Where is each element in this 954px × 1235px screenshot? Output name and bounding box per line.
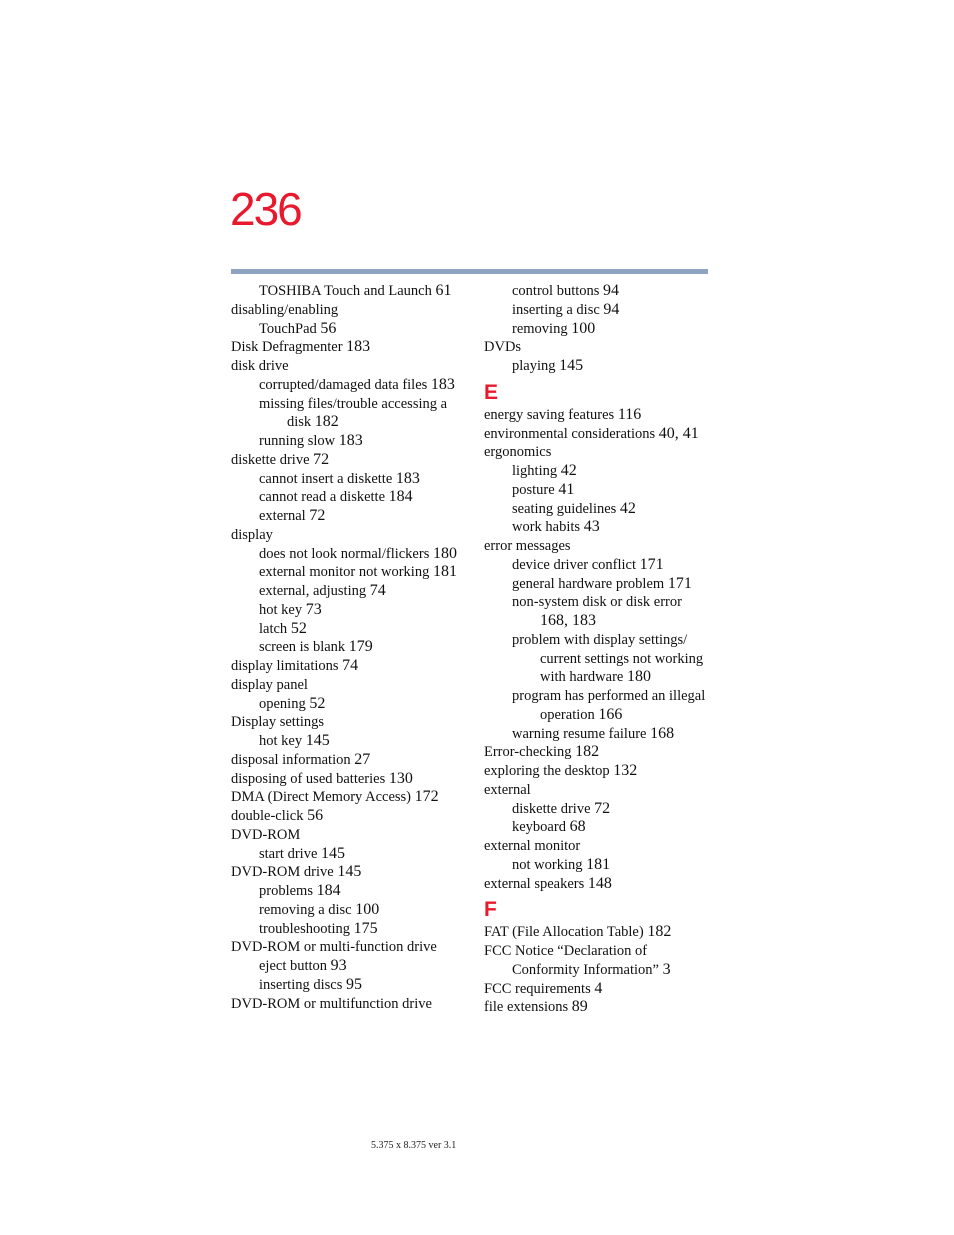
- index-entry-pages: 73: [305, 600, 322, 618]
- index-entry-text: troubleshooting: [259, 920, 354, 937]
- index-entry-pages: 182: [647, 923, 672, 941]
- index-entry-text: diskette drive: [231, 451, 314, 468]
- index-entry: [231, 845, 466, 864]
- index-entry: [484, 301, 719, 320]
- index-entry-text: removing a disc: [259, 901, 356, 918]
- index-entry: [231, 282, 466, 301]
- index-entry: [231, 545, 466, 564]
- index-entry: [484, 462, 719, 481]
- index-entry-pages: 130: [388, 769, 413, 787]
- index-entry-pages: 116: [617, 405, 642, 423]
- index-entry: [231, 695, 466, 714]
- index-entry-text: keyboard: [512, 819, 570, 836]
- index-entry: [231, 657, 466, 676]
- index-entry-text: external speakers: [484, 875, 588, 892]
- index-entry: [231, 807, 466, 826]
- index-entry-text: display panel: [231, 676, 308, 693]
- index-entry-pages: 42: [619, 499, 636, 517]
- index-entry: [484, 818, 719, 837]
- index-entry-pages: 175: [353, 919, 378, 937]
- footer-note: 5.375 x 8.375 ver 3.1: [371, 1140, 457, 1151]
- index-entry-pages: 168, 183: [540, 612, 596, 629]
- index-entry-text: DVD-ROM: [231, 826, 301, 843]
- index-entry-pages: 145: [559, 357, 584, 374]
- index-entry-text: hot key: [259, 601, 306, 618]
- index-entry-text: Conformity Information”: [512, 961, 663, 978]
- index-entry: [231, 938, 466, 957]
- index-entry-text: external monitor not working: [259, 564, 433, 581]
- index-entry-text: exploring the desktop: [484, 763, 614, 779]
- index-entry: [484, 942, 719, 961]
- index-entry-text: does not look normal/flickers: [259, 545, 433, 562]
- index-entry-text: display: [231, 526, 273, 543]
- index-entry-text: problem with display settings/: [512, 631, 688, 648]
- index-entry-text: posture: [512, 481, 559, 498]
- index-entry-pages: 182: [575, 743, 600, 761]
- index-entry: [484, 800, 719, 819]
- index-entry-text: eject button: [259, 958, 331, 974]
- index-entry-pages: 52: [290, 619, 307, 637]
- index-entry-pages: 145: [337, 863, 362, 881]
- index-entry-text: DVD-ROM or multi-function drive: [231, 939, 437, 956]
- index-entry-text: Display settings: [231, 714, 325, 731]
- index-entry: [231, 788, 466, 807]
- index-column-right: [484, 282, 719, 1017]
- index-entry: [231, 882, 466, 901]
- index-entry: [484, 481, 719, 500]
- index-entry: [231, 301, 466, 320]
- index-entry: [484, 837, 719, 856]
- index-entry-text: DMA (Direct Memory Access): [231, 789, 415, 806]
- index-entry: [231, 620, 466, 639]
- index-entry-text: program has performed an illegal: [512, 688, 706, 704]
- index-entry-pages: 179: [348, 638, 373, 656]
- index-entry-pages: 148: [587, 874, 612, 892]
- index-entry-text: error messages: [484, 538, 571, 554]
- index-entry-pages: 166: [598, 705, 623, 723]
- index-entry-text: disposal information: [231, 751, 355, 768]
- index-entry: [231, 920, 466, 939]
- index-entry-pages: 72: [594, 799, 611, 817]
- index-entry-pages: 52: [309, 694, 326, 712]
- index-entry-text: warning resume failure: [512, 725, 651, 742]
- index-entry-text: device driver conflict: [512, 556, 640, 573]
- index-entry-pages: 89: [571, 998, 588, 1016]
- index-entry: [231, 732, 466, 751]
- index-entry-pages: 41: [558, 480, 575, 498]
- index-entry: [484, 706, 719, 725]
- index-entry: [231, 901, 466, 920]
- index-entry-text: work habits: [512, 519, 584, 536]
- index-entry: [231, 713, 466, 732]
- index-entry-text: display limitations: [231, 658, 343, 674]
- index-entry: [484, 980, 719, 999]
- index-entry: [484, 357, 719, 376]
- index-entry-text: with hardware: [540, 669, 627, 686]
- index-entry: [484, 575, 719, 594]
- index-entry: [484, 282, 719, 301]
- index-entry-pages: 72: [313, 450, 330, 468]
- index-entry-pages: 56: [307, 807, 324, 824]
- index-entry-text: cannot insert a diskette: [259, 470, 396, 487]
- index-entry: [484, 875, 719, 894]
- index-entry: [484, 650, 719, 669]
- index-entry-text: inserting discs: [259, 976, 346, 993]
- index-entry-text: non-system disk or disk error: [512, 594, 682, 611]
- index-entry-pages: 61: [435, 282, 452, 299]
- index-entry-text: current settings not working: [540, 650, 704, 667]
- index-entry: [231, 676, 466, 695]
- index-column-left: [231, 282, 466, 1013]
- index-entry-pages: 171: [667, 574, 692, 592]
- index-entry-pages: 3: [662, 960, 671, 978]
- index-entry-pages: 94: [603, 282, 620, 299]
- index-entry: [231, 357, 466, 376]
- index-entry-pages: 43: [583, 518, 600, 536]
- index-entry-pages: 145: [321, 844, 346, 862]
- index-entry-pages: 171: [639, 555, 664, 573]
- index-entry-text: external monitor: [484, 838, 581, 854]
- index-entry-pages: 93: [330, 957, 347, 974]
- index-entry-text: ergonomics: [484, 444, 552, 461]
- index-entry: [484, 923, 719, 942]
- index-entry-text: environmental considerations: [484, 425, 659, 442]
- page-number: 236: [230, 183, 301, 235]
- index-entry-text: Error-checking: [484, 744, 576, 761]
- index-entry-text: external: [484, 781, 531, 798]
- index-entry: [484, 668, 719, 687]
- index-entry-text: disk drive: [231, 358, 289, 374]
- index-entry: [231, 395, 466, 414]
- index-entry-text: double-click: [231, 808, 308, 824]
- index-entry-text: external, adjusting: [259, 583, 370, 599]
- index-entry: [231, 582, 466, 601]
- index-entry-pages: 74: [369, 582, 386, 599]
- index-entry: [231, 751, 466, 770]
- index-entry: [231, 470, 466, 489]
- index-entry-text: screen is blank: [259, 639, 349, 656]
- index-entry-text: not working: [512, 856, 587, 873]
- index-entry-pages: 183: [430, 375, 455, 393]
- index-entry-text: start drive: [259, 845, 322, 862]
- index-entry-text: TouchPad: [259, 320, 321, 337]
- index-entry-text: removing: [512, 320, 572, 337]
- index-entry-text: FCC Notice “Declaration of: [484, 943, 648, 959]
- index-entry-text: playing: [512, 358, 560, 374]
- index-entry: [484, 856, 719, 875]
- index-entry-pages: 180: [626, 668, 651, 686]
- index-entry-text: DVDs: [484, 339, 522, 356]
- index-entry-pages: 100: [355, 900, 380, 918]
- index-entry-text: running slow: [259, 433, 339, 449]
- index-entry-text: problems: [259, 883, 317, 899]
- index-entry: [231, 526, 466, 545]
- index-entry: [484, 338, 719, 357]
- index-entry: [231, 376, 466, 395]
- index-entry-pages: 42: [560, 462, 577, 479]
- index-section-heading: F: [484, 898, 497, 922]
- index-entry: [484, 443, 719, 462]
- index-entry-pages: 168: [650, 724, 675, 742]
- index-entry: [231, 507, 466, 526]
- index-entry: [484, 998, 719, 1017]
- index-entry-text: FCC requirements: [484, 980, 595, 997]
- index-entry-text: opening: [259, 695, 310, 712]
- index-entry: [231, 863, 466, 882]
- index-entry: [231, 957, 466, 976]
- index-entry-text: disabling/enabling: [231, 301, 339, 318]
- index-entry-text: seating guidelines: [512, 500, 620, 517]
- index-entry: [484, 762, 719, 781]
- index-entry-text: cannot read a diskette: [259, 489, 389, 506]
- index-entry: [484, 612, 719, 631]
- header-rule: [231, 269, 708, 274]
- index-entry-pages: 94: [603, 300, 620, 318]
- index-entry: [231, 451, 466, 470]
- index-entry: [231, 826, 466, 845]
- index-entry-pages: 145: [305, 732, 330, 749]
- index-entry: [231, 338, 466, 357]
- index-entry-pages: 68: [569, 818, 586, 836]
- index-entry-pages: 181: [586, 855, 611, 873]
- index-entry-text: energy saving features: [484, 406, 618, 423]
- index-entry: [484, 500, 719, 519]
- index-entry: [484, 556, 719, 575]
- index-entry: [484, 961, 719, 980]
- index-entry-text: control buttons: [512, 283, 604, 299]
- index-entry: [484, 687, 719, 706]
- index-entry-text: Disk Defragmenter: [231, 339, 347, 356]
- index-entry-text: FAT (File Allocation Table): [484, 924, 648, 941]
- index-entry-pages: 172: [414, 788, 439, 806]
- index-entry: [231, 976, 466, 995]
- index-entry-pages: 72: [309, 507, 326, 524]
- index-entry-pages: 4: [594, 979, 603, 997]
- index-entry-text: inserting a disc: [512, 301, 604, 318]
- index-entry: [231, 488, 466, 507]
- index-entry-text: corrupted/damaged data files: [259, 376, 431, 393]
- index-entry-text: latch: [259, 620, 291, 637]
- index-entry-text: general hardware problem: [512, 575, 668, 592]
- index-entry-pages: 180: [432, 544, 457, 562]
- index-entry: [231, 770, 466, 789]
- index-entry: [484, 518, 719, 537]
- index-entry-text: diskette drive: [512, 800, 595, 817]
- index-entry-text: file extensions: [484, 999, 572, 1016]
- index-entry-pages: 132: [613, 762, 638, 779]
- index-entry-pages: 74: [342, 657, 359, 674]
- index-entry-pages: 95: [346, 975, 362, 993]
- index-entry-text: external: [259, 508, 310, 524]
- index-entry-pages: 183: [395, 469, 420, 487]
- index-entry: [484, 593, 719, 612]
- index-entry: [484, 781, 719, 800]
- index-entry: [484, 743, 719, 762]
- index-entry: [231, 432, 466, 451]
- index-entry-pages: 183: [346, 338, 371, 356]
- index-entry: [484, 725, 719, 744]
- index-entry-pages: 182: [314, 413, 339, 431]
- index-entry-text: DVD-ROM or multifunction drive: [231, 995, 432, 1012]
- index-entry: [484, 537, 719, 556]
- index-entry-text: DVD-ROM drive: [231, 864, 338, 881]
- index-entry: [231, 995, 466, 1014]
- index-entry-pages: 56: [320, 319, 337, 337]
- index-entry-pages: 184: [388, 488, 413, 506]
- index-entry-pages: 27: [354, 750, 371, 768]
- index-entry-pages: 100: [571, 319, 596, 337]
- index-entry-text: operation: [540, 706, 599, 723]
- index-entry: [231, 638, 466, 657]
- index-entry: [231, 601, 466, 620]
- index-entry-text: missing files/trouble accessing a: [259, 395, 448, 412]
- index-entry: [484, 406, 719, 425]
- index-entry-text: hot key: [259, 733, 306, 749]
- index-entry-pages: 183: [338, 432, 363, 449]
- index-entry: [231, 413, 466, 432]
- index-entry-text: disk: [287, 414, 315, 431]
- index-entry: [484, 631, 719, 650]
- index-section-heading: E: [484, 380, 499, 404]
- index-entry-pages: 181: [432, 563, 457, 581]
- index-entry: [231, 563, 466, 582]
- index-entry: [231, 320, 466, 339]
- index-entry-pages: 40, 41: [658, 424, 699, 442]
- index-entry-pages: 184: [316, 882, 341, 899]
- index-entry: [484, 425, 719, 444]
- index-entry: [484, 320, 719, 339]
- index-entry-text: TOSHIBA Touch and Launch: [259, 283, 436, 299]
- index-entry-text: lighting: [512, 463, 561, 479]
- index-entry-text: disposing of used batteries: [231, 770, 389, 787]
